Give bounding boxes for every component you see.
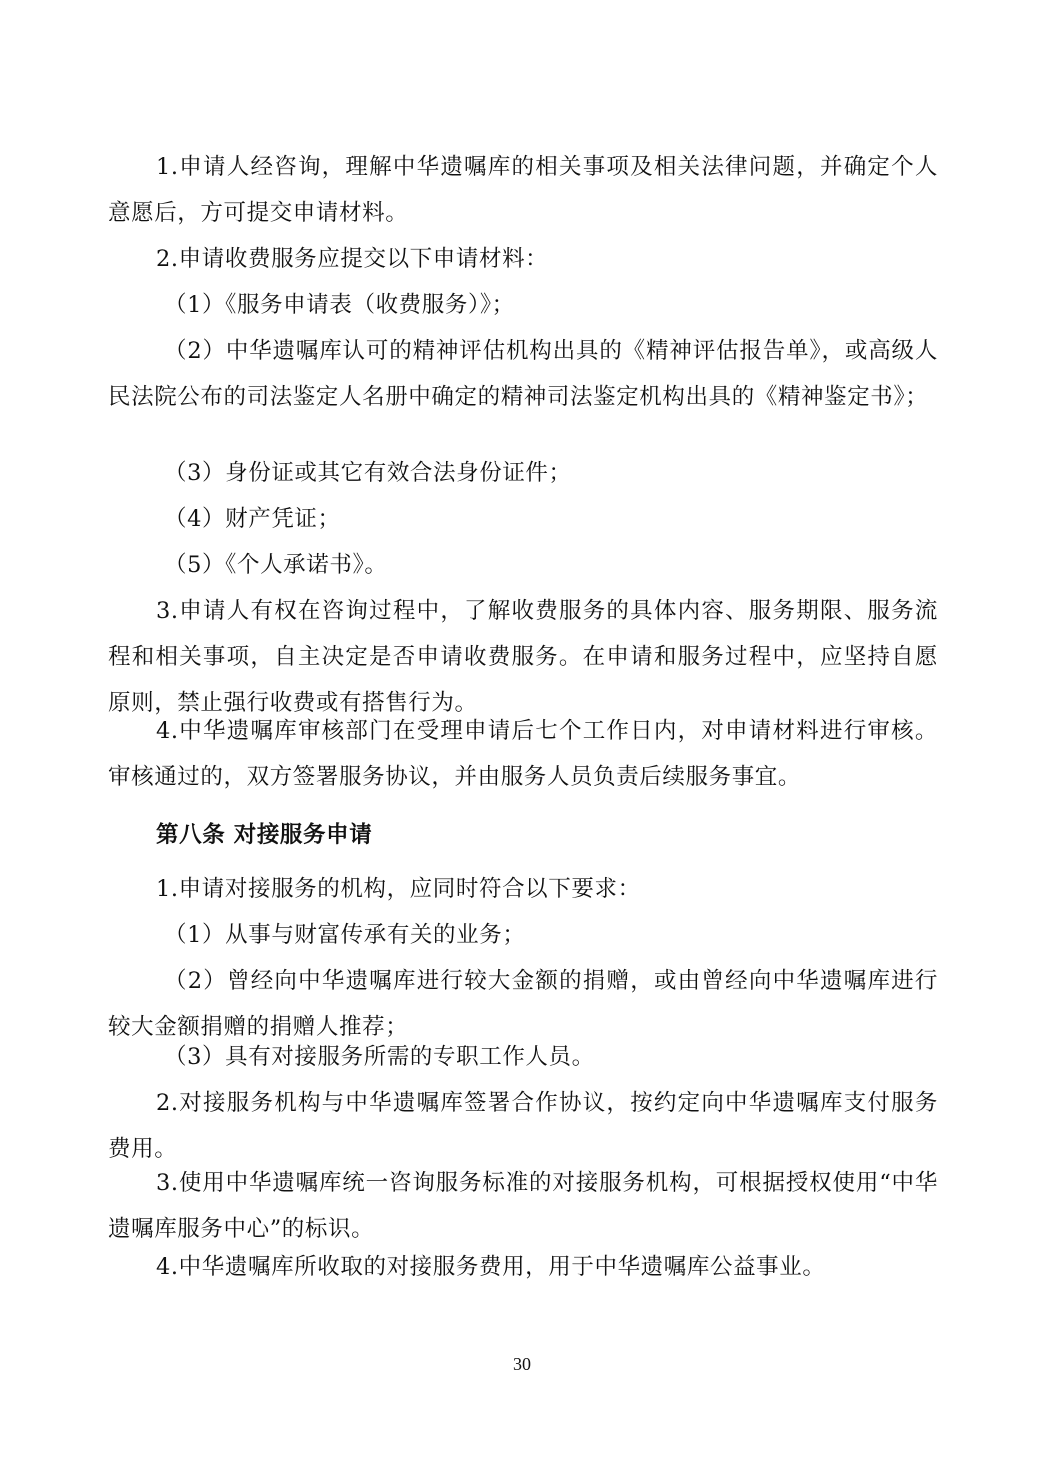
list-item-5: （5）《个人承诺书》。 [164,552,388,578]
paragraph-8: 4.中华遗嘱库所收取的对接服务费用，用于中华遗嘱库公益事业。 [156,1254,826,1280]
paragraph-3: 3.申请人有权在咨询过程中，了解收费服务的具体内容、服务期限、服务流程和相关事项，自主决定是否申请收费服务。在申请和服务过程中，应坚持自愿原则，禁止强行收费或有搭售行为。 [108,598,938,716]
section-heading: 第八条 对接服务申请 [156,822,373,848]
paragraph-6: 2.对接服务机构与中华遗嘱库签署合作协议，按约定向中华遗嘱库支付服务费用。 [108,1090,938,1162]
paragraph-5: 1.申请对接服务的机构，应同时符合以下要求： [156,876,641,902]
list-item-3: （3）身份证或其它有效合法身份证件； [164,460,572,486]
list-item-1: （1）《服务申请表（收费服务）》； [164,292,515,318]
list-item-8: （3）具有对接服务所需的专职工作人员。 [164,1044,595,1070]
list-item-4: （4）财产凭证； [164,506,341,532]
list-item-2: （2）中华遗嘱库认可的精神评估机构出具的《精神评估报告单》，或高级人民法院公布的司法鉴定人名册中确定的精神司法鉴定机构出具的《精神鉴定书》； [108,338,938,410]
paragraph-1: 1.申请人经咨询，理解中华遗嘱库的相关事项及相关法律问题，并确定个人意愿后，方可提交申请材料。 [108,154,938,226]
list-item-7: （2）曾经向中华遗嘱库进行较大金额的捐赠，或由曾经向中华遗嘱库进行较大金额捐赠的捐赠人推荐； [108,968,938,1040]
page-number: 30 [513,1354,531,1374]
list-item-6: （1）从事与财富传承有关的业务； [164,922,526,948]
paragraph-2: 2.申请收费服务应提交以下申请材料： [156,246,549,272]
paragraph-4: 4.中华遗嘱库审核部门在受理申请后七个工作日内，对申请材料进行审核。审核通过的，双方签署服务协议，并由服务人员负责后续服务事宜。 [108,718,938,790]
paragraph-7: 3.使用中华遗嘱库统一咨询服务标准的对接服务机构，可根据授权使用“中华遗嘱库服务中心”的标识。 [108,1170,938,1242]
